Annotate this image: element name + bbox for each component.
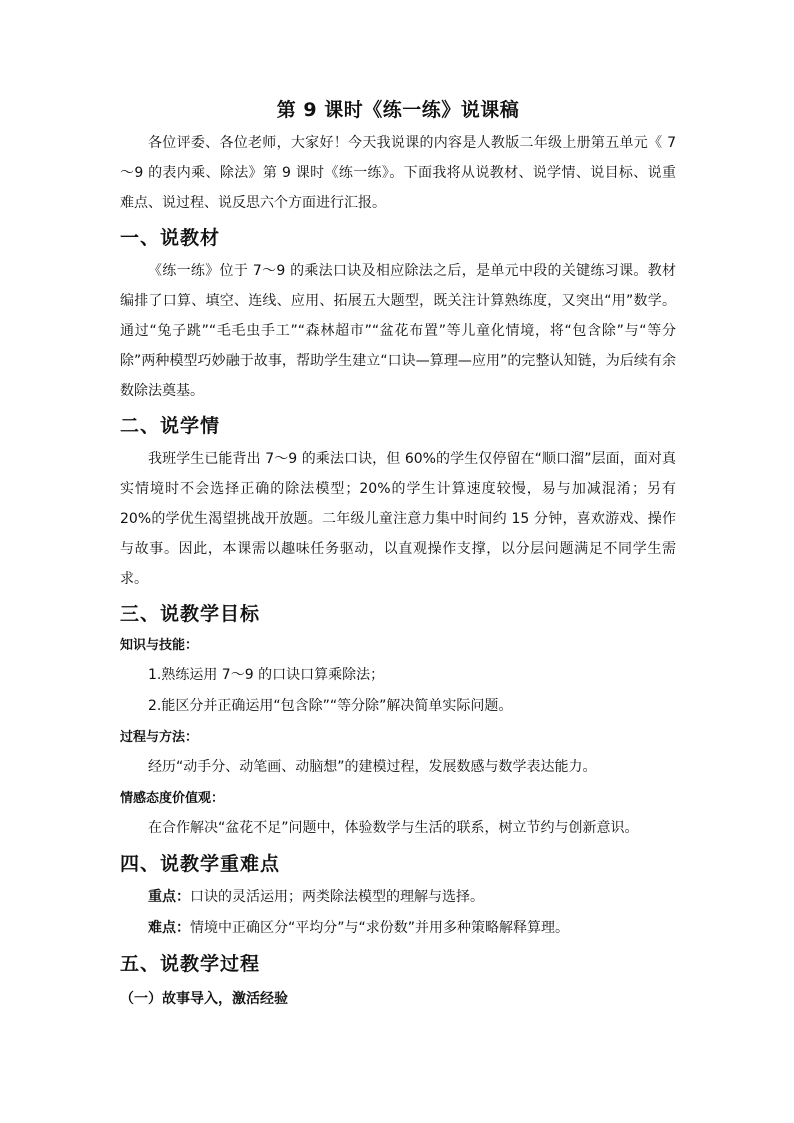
process-step-1-heading: （一）故事导入，激活经验 xyxy=(120,991,288,1007)
document-page xyxy=(120,98,676,1014)
process-method-text: 经历“动手分、动笔画、动脑想”的建模过程，发展数感与数学表达能力。 xyxy=(148,759,597,775)
knowledge-item-2: 2.能区分并正确运用“包含除”“等分除”解决简单实际问题。 xyxy=(148,698,513,714)
section-heading-process: 五、说教学过程 xyxy=(120,953,261,975)
emotion-values-label: 情感态度价值观： xyxy=(120,791,225,806)
emotion-values-text: 在合作解决“盆花不足”问题中，体验数学与生活的联系，树立节约与创新意识。 xyxy=(148,820,639,836)
difficult-point-line xyxy=(120,913,676,944)
difficult-point-label: 难点： xyxy=(148,920,190,936)
section-heading-textbook: 一、说教材 xyxy=(120,227,221,249)
intro-paragraph: 各位评委、各位老师，大家好！今天我说课的内容是人教版二年级上册第五单元《 7～9 的表内乘、除法》第 9 课时《练一练》。下面我将从说教材、说学情、说目标、说重难点、说过程、说反思六个方面进行汇报。 xyxy=(120,135,676,211)
key-point-label: 重点： xyxy=(148,889,190,905)
textbook-paragraph: 《练一练》位于 7～9 的乘法口诀及相应除法之后，是单元中段的关键练习课。教材编排了口算、填空、连线、应用、拓展五大题型，既关注计算熟练度，又突出“用”数学。通过“兔子跳”“毛毛虫手工”“森林超市”“盆花布置”等儿童化情境，将“包含除”与“等分除”两种模型巧妙融于故事，帮助学生建立“口诀—算理—应用”的完整认知链，为后续有余数除法奠基。 xyxy=(120,263,676,399)
key-point-line xyxy=(120,882,676,913)
difficult-point-text: 情境中正确区分“平均分”与“求份数”并用多种策略解释算理。 xyxy=(190,920,570,936)
process-method-label: 过程与方法： xyxy=(120,730,199,745)
knowledge-skills-label: 知识与技能： xyxy=(120,638,199,653)
section-heading-goals: 三、说教学目标 xyxy=(120,603,261,625)
knowledge-item-1: 1.熟练运用 7～9 的口诀口算乘除法； xyxy=(148,667,385,683)
section-heading-learners: 二、说学情 xyxy=(120,415,221,437)
document-title: 第 9 课时《练一练》说课稿 xyxy=(276,99,520,121)
learners-paragraph: 我班学生已能背出 7～9 的乘法口诀，但 60%的学生仅停留在“顺口溜”层面，面对真实情境时不会选择正确的除法模型；20%的学生计算速度较慢，易与加减混淆；另有 20%的学优生渴望挑战开放题。二年级儿童注意力集中时间约 15 分钟，喜欢游戏、操作与故事。因此，本课需以趣味任务驱动，以直观操作支撑，以分层问题满足不同学生需求。 xyxy=(120,451,676,587)
key-point-text: 口诀的灵活运用；两类除法模型的理解与选择。 xyxy=(190,889,484,905)
section-heading-key-points: 四、说教学重难点 xyxy=(120,853,281,875)
